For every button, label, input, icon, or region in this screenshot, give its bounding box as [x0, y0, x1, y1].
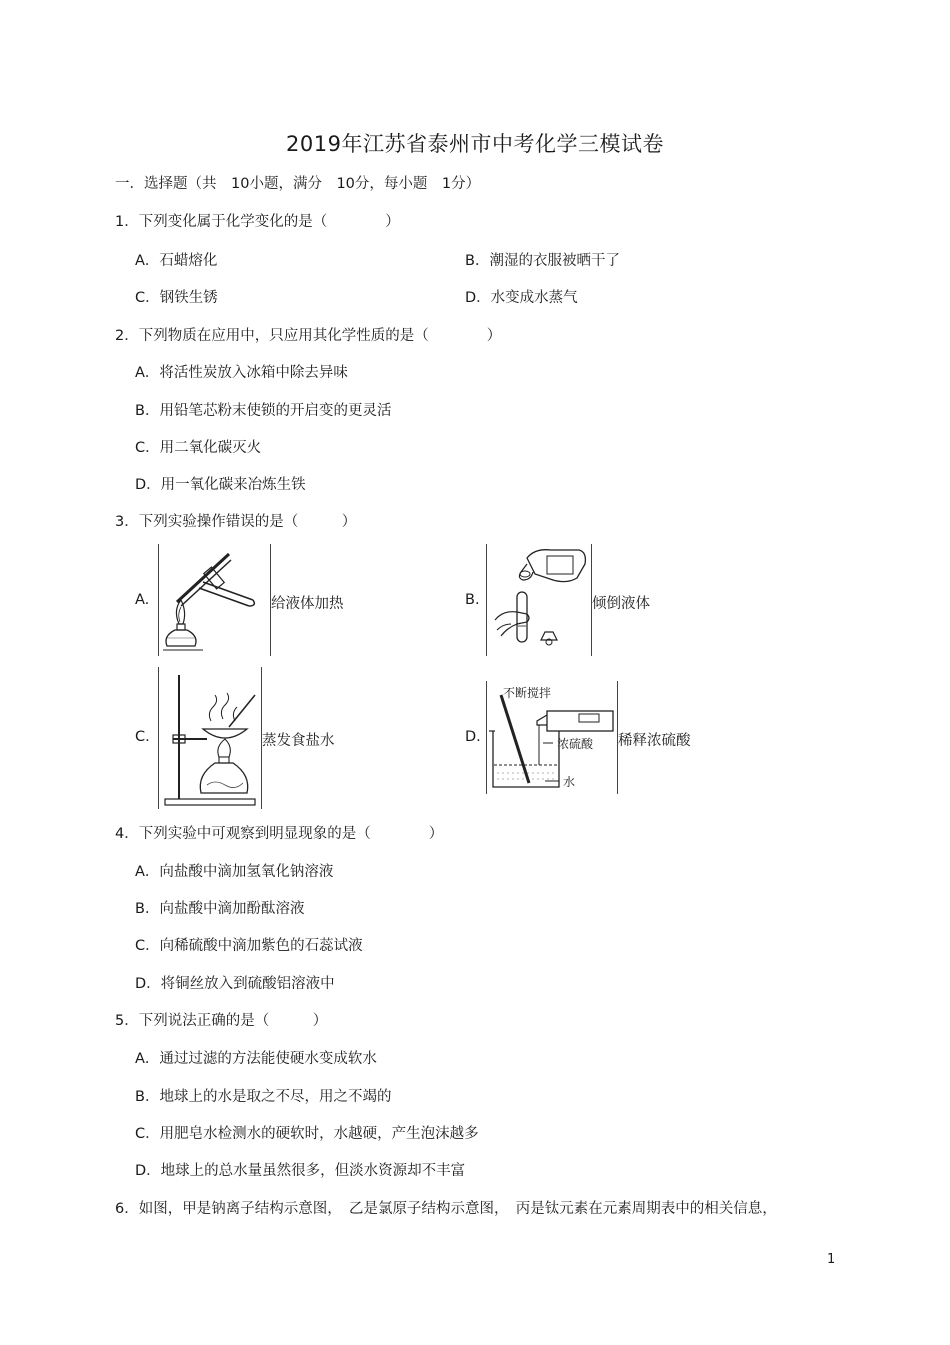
question-1-option-c: C．钢铁生锈 — [135, 290, 218, 306]
heating-liquid-figure — [158, 544, 271, 656]
question-3-option-c-text: 蒸发食盐水 — [262, 733, 335, 749]
question-3-option-b-letter: B. — [465, 592, 480, 608]
page-number: 1 — [827, 1252, 836, 1267]
question-1-option-d: D．水变成水蒸气 — [465, 290, 578, 306]
evaporation-figure — [158, 667, 262, 809]
question-5-option-a: A．通过过滤的方法能使硬水变成软水 — [135, 1051, 377, 1067]
question-5-stem: 5．下列说法正确的是（ ） — [115, 1013, 328, 1029]
pouring-liquid-figure — [486, 544, 592, 656]
question-3-option-a-letter: A. — [135, 592, 150, 608]
figure-label-stir: 不断搅拌 — [503, 686, 552, 700]
question-5-option-b: B．地球上的水是取之不尽，用之不竭的 — [135, 1089, 392, 1105]
question-5-option-c: C．用肥皂水检测水的硬软时，水越硬，产生泡沫越多 — [135, 1126, 479, 1142]
question-3-option-b-text: 倾倒液体 — [592, 596, 650, 612]
question-4-option-b: B．向盐酸中滴加酚酞溶液 — [135, 901, 305, 917]
question-4-option-a: A．向盐酸中滴加氢氧化钠溶液 — [135, 864, 334, 880]
question-2-option-d: D．用一氧化碳来冶炼生铁 — [135, 477, 306, 493]
question-2-option-c: C．用二氧化碳灭火 — [135, 440, 262, 456]
question-3-stem: 3．下列实验操作错误的是（ ） — [115, 514, 357, 530]
question-3-option-a-text: 给液体加热 — [271, 596, 344, 612]
question-4-option-d: D．将铜丝放入到硫酸铝溶液中 — [135, 976, 335, 992]
dilute-acid-figure — [486, 681, 618, 794]
question-1-option-a: A．石蜡熔化 — [135, 253, 218, 269]
question-2-option-a: A．将活性炭放入冰箱中除去异味 — [135, 365, 348, 381]
question-3-option-d-letter: D. — [465, 729, 481, 745]
question-6-stem: 6．如图，甲是钠离子结构示意图， 乙是氯原子结构示意图， 丙是钛元素在元素周期表中的相关信息， — [115, 1201, 777, 1217]
question-3-option-c-letter: C. — [135, 729, 150, 745]
question-4-stem: 4．下列实验中可观察到明显现象的是（ ） — [115, 826, 444, 842]
question-1-option-b: B．潮湿的衣服被晒干了 — [465, 253, 620, 269]
question-4-option-c: C．向稀硫酸中滴加紫色的石蕊试液 — [135, 938, 363, 954]
question-2-option-b: B．用铅笔芯粉末使锁的开启变的更灵活 — [135, 403, 392, 419]
question-2-stem: 2．下列物质在应用中，只应用其化学性质的是（ ） — [115, 328, 502, 344]
figure-label-water: 水 — [563, 775, 576, 789]
page-title: 2019年江苏省泰州市中考化学三模试卷 — [286, 132, 664, 156]
section-heading: 一．选择题（共 10小题，满分 10分，每小题 1分） — [115, 176, 481, 192]
question-1-stem: 1．下列变化属于化学变化的是（ ） — [115, 214, 400, 230]
figure-label-acid: 浓硫酸 — [557, 737, 594, 751]
question-3-option-d-text: 稀释浓硫酸 — [618, 733, 691, 749]
question-5-option-d: D．地球上的总水量虽然很多，但淡水资源却不丰富 — [135, 1163, 466, 1179]
